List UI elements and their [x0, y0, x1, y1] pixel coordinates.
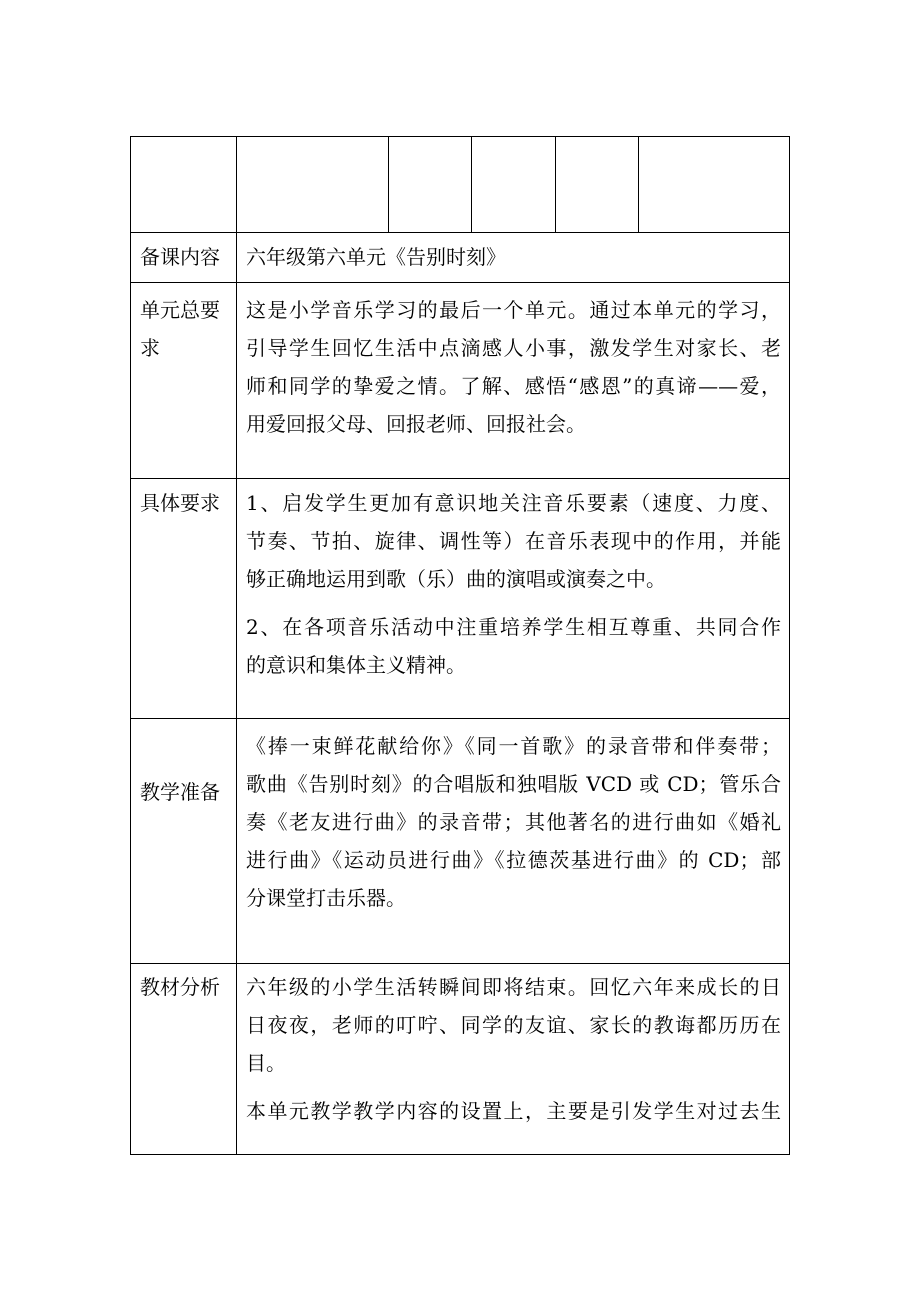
teaching-preparation-line: 进行曲》《运动员进行曲》《拉德茨基进行曲》的 CD；部 [246, 848, 781, 872]
label-unit-requirements [131, 291, 235, 367]
unit-requirements-line: 师和同学的挚爱之情。了解、感悟“感恩”的真谛——爱， [246, 374, 781, 398]
header-cell-divider-3 [555, 136, 556, 232]
unit-requirements-text [237, 291, 789, 443]
header-cell-divider-2 [471, 136, 472, 232]
label-specific-requirements: 具体要求 [140, 491, 220, 515]
specific-requirements-line: 2、在各项音乐活动中注重培养学生相互尊重、共同合作 [246, 615, 781, 639]
unit-requirements-line: 这是小学音乐学习的最后一个单元。通过本单元的学习， [246, 298, 781, 322]
row-divider-5 [130, 963, 790, 964]
label-lesson-content: 备课内容 [140, 245, 220, 269]
table-border-top [130, 136, 790, 137]
lesson-content-text: 六年级第六单元《告别时刻》 [246, 245, 506, 269]
header-cell-divider-4 [638, 136, 639, 232]
specific-requirements-line: 节奏、节拍、旋律、调性等）在音乐表现中的作用，并能 [246, 529, 781, 553]
table-border-bottom [130, 1154, 790, 1155]
material-analysis-line: 日夜夜，老师的叮咛、同学的友谊、家长的教诲都历历在 [246, 1013, 781, 1037]
teaching-preparation-line: 奏《老友进行曲》的录音带；其他著名的进行曲如《婚礼 [246, 810, 781, 834]
specific-requirements-line: 的意识和集体主义精神。 [246, 653, 466, 677]
row-divider-4 [130, 718, 790, 719]
material-analysis-line: 六年级的小学生活转瞬间即将结束。回忆六年来成长的日 [246, 975, 781, 999]
label-teaching-preparation: 教学准备 [140, 780, 220, 804]
unit-requirements-line: 用爱回报父母、回报老师、回报社会。 [246, 412, 586, 436]
table-border-right [789, 136, 790, 1155]
teaching-preparation-line: 歌曲《告别时刻》的合唱版和独唱版 VCD 或 CD；管乐合 [246, 772, 781, 796]
specific-requirements-line: 1、启发学生更加有意识地关注音乐要素（速度、力度、 [246, 491, 781, 515]
row-divider-1 [130, 232, 790, 233]
label-unit-requirements-line1: 单元总要 [140, 298, 220, 322]
material-analysis-line: 目。 [246, 1051, 286, 1075]
specific-requirements-line: 够正确地运用到歌（乐）曲的演唱或演奏之中。 [246, 567, 666, 591]
label-material-analysis: 教材分析 [140, 975, 220, 999]
teaching-preparation-line: 《捧一束鲜花献给你》《同一首歌》的录音带和伴奏带； [246, 734, 781, 758]
specific-requirements-text [237, 484, 789, 684]
material-analysis-line: 本单元教学教学内容的设置上，主要是引发学生对过去生 [246, 1099, 781, 1123]
row-divider-3 [130, 478, 790, 479]
label-unit-requirements-line2: 求 [140, 336, 160, 360]
teaching-preparation-line: 分课堂打击乐器。 [246, 886, 406, 910]
teaching-preparation-text [237, 727, 789, 917]
unit-requirements-line: 引导学生回忆生活中点滴感人小事，激发学生对家长、老 [246, 336, 781, 360]
row-divider-2 [130, 282, 790, 283]
material-analysis-text [237, 968, 789, 1130]
header-cell-divider-1 [388, 136, 389, 232]
